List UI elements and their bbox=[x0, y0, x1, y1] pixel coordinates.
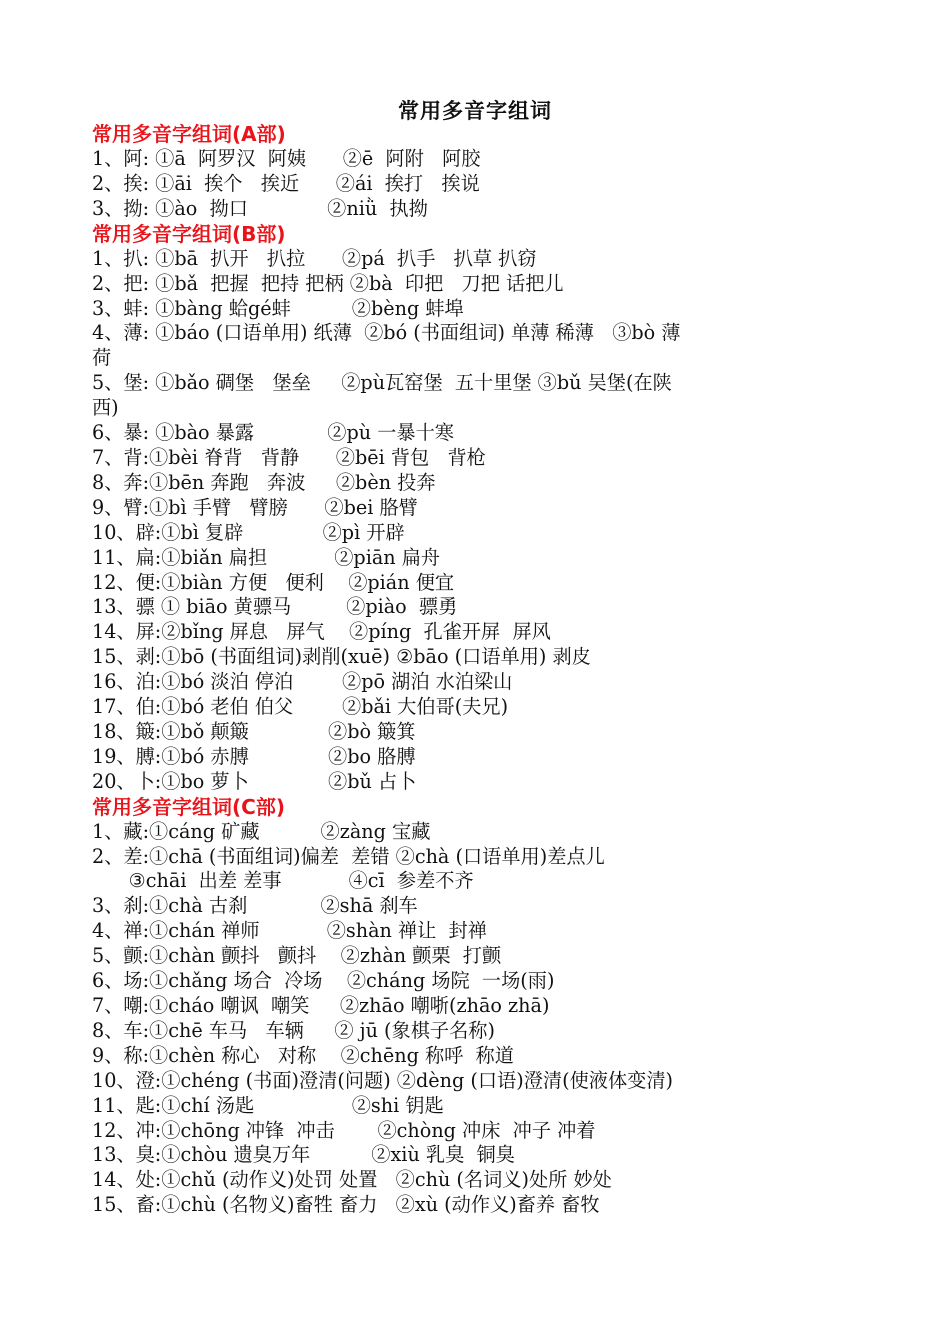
entry-row: 4、薄: ①báo (口语单用) 纸薄 ②bó (书面组词) 单薄 稀薄 ③bò 薄 bbox=[92, 321, 681, 345]
entry-row: 9、称:①chèn 称心 对称 ②chēng 称呼 称道 bbox=[92, 1043, 514, 1067]
entry-row: 4、禅:①chán 禅师 ②shàn 禅让 封禅 bbox=[92, 919, 487, 943]
entry-row: 14、屏:②bǐng 屏息 屏气 ②píng 孔雀开屏 屏风 bbox=[92, 620, 551, 644]
content bbox=[92, 122, 892, 1218]
entry-row: 2、挨: ①āi 挨个 挨近 ②ái 挨打 挨说 bbox=[92, 171, 480, 195]
section-heading: 常用多音字组词(A部) bbox=[92, 122, 286, 146]
entry-row: 3、蚌: ①bàng 蛤gé蚌 ②bèng 蚌埠 bbox=[92, 296, 464, 320]
entry-row: 14、处:①chǔ (动作义)处罚 处置 ②chù (名词义)处所 妙处 bbox=[92, 1168, 612, 1192]
entry-row: 3、拗: ①ào 拗口 ②niǜ 执拗 bbox=[92, 196, 428, 220]
section-a bbox=[92, 122, 892, 222]
entry-row: 12、冲:①chōng 冲锋 冲击 ②chòng 冲床 冲子 冲着 bbox=[92, 1118, 596, 1142]
entry-row: 16、泊:①bó 淡泊 停泊 ②pō 湖泊 水泊梁山 bbox=[92, 670, 513, 694]
entry-row: 1、扒: ①bā 扒开 扒拉 ②pá 扒手 扒草 扒窃 bbox=[92, 246, 537, 270]
entry-row: 9、臂:①bì 手臂 臂膀 ②bei 胳臂 bbox=[92, 495, 418, 519]
entry-row: 1、阿: ①ā 阿罗汉 阿姨 ②ē 阿附 阿胶 bbox=[92, 147, 481, 170]
section-heading: 常用多音字组词(B部) bbox=[92, 221, 286, 246]
section-c bbox=[92, 795, 892, 1219]
entry-row: 15、剥:①bō (书面组词)剥削(xuē) ②bāo (口语单用) 剥皮 bbox=[92, 645, 591, 669]
entry-row: 2、差:①chā (书面组词)偏差 差错 ②chà (口语单用)差点儿 bbox=[92, 844, 605, 868]
entry-row: 10、澄:①chéng (书面)澄清(问题) ②dèng (口语)澄清(使液体变清) bbox=[92, 1068, 674, 1092]
entry-row-continuation: ③chāi 出差 差事 ④cī 参差不齐 bbox=[92, 869, 474, 893]
entry-row: 11、匙:①chí 汤匙 ②shi 钥匙 bbox=[92, 1093, 444, 1117]
entry-row-wrap: 西) bbox=[92, 396, 119, 420]
entry-row: 1、藏:①cáng 矿藏 ②zàng 宝藏 bbox=[92, 819, 431, 843]
entry-row: 7、嘲:①cháo 嘲讽 嘲笑 ②zhāo 嘲哳(zhāo zhā) bbox=[92, 994, 550, 1017]
entry-row: 6、暴: ①bào 暴露 ②pù 一暴十寒 bbox=[92, 421, 454, 445]
entry-row: 11、扁:①biǎn 扁担 ②piān 扁舟 bbox=[92, 545, 441, 569]
entry-row: 20、卜:①bo 萝卜 ②bǔ 占卜 bbox=[92, 769, 417, 793]
entry-row: 15、畜:①chù (名物义)畜牲 畜力 ②xù (动作义)畜养 畜牧 bbox=[92, 1193, 600, 1217]
section-heading: 常用多音字组词(C部) bbox=[92, 794, 285, 819]
entry-row: 2、把: ①bǎ 把握 把持 把柄 ②bà 印把 刀把 话把儿 bbox=[92, 271, 564, 295]
page-title: 常用多音字组词 bbox=[398, 99, 552, 123]
entry-row: 10、辟:①bì 复辟 ②pì 开辟 bbox=[92, 520, 405, 544]
entry-row: 13、骠 ① biāo 黄骠马 ②piào 骠勇 bbox=[92, 595, 458, 619]
entry-row: 13、臭:①chòu 遗臭万年 ②xiù 乳臭 铜臭 bbox=[92, 1143, 515, 1167]
entry-row-wrap: 荷 bbox=[92, 346, 112, 370]
entry-row: 6、场:①chǎng 场合 冷场 ②cháng 场院 一场(雨) bbox=[92, 969, 555, 993]
entry-row: 7、背:①bèi 脊背 背静 ②bēi 背包 背枪 bbox=[92, 445, 486, 469]
section-b bbox=[92, 222, 892, 795]
entry-row: 19、膊:①bó 赤膊 ②bo 胳膊 bbox=[92, 744, 416, 768]
entry-row: 8、车:①chē 车马 车辆 ② jū (象棋子名称) bbox=[92, 1018, 495, 1042]
entry-row: 5、堡: ①bǎo 碉堡 堡垒 ②pù瓦窑堡 五十里堡 ③bǔ 吴堡(在陕 bbox=[92, 371, 672, 395]
entry-row: 8、奔:①bēn 奔跑 奔波 ②bèn 投奔 bbox=[92, 470, 436, 494]
entry-row: 17、伯:①bó 老伯 伯父 ②bǎi 大伯哥(夫兄) bbox=[92, 695, 509, 719]
entry-row: 3、刹:①chà 古刹 ②shā 刹车 bbox=[92, 894, 418, 918]
entry-row: 12、便:①biàn 方便 便利 ②pián 便宜 bbox=[92, 570, 455, 594]
entry-row: 5、颤:①chàn 颤抖 颤抖 ②zhàn 颤栗 打颤 bbox=[92, 944, 502, 968]
entry-row: 18、簸:①bǒ 颠簸 ②bò 簸箕 bbox=[92, 719, 416, 743]
